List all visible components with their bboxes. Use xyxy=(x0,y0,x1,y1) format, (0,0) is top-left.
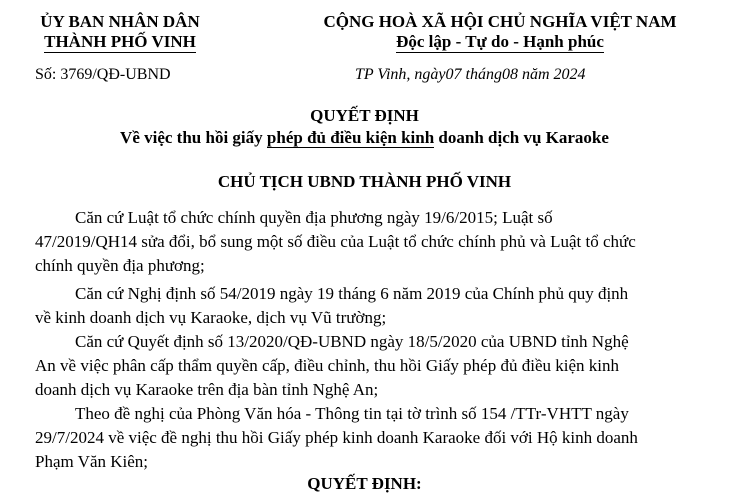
paragraph-line: Theo đề nghị của Phòng Văn hóa - Thông tin tại tờ trình số 154 /TTr-VHTT ngày xyxy=(75,404,629,423)
legal-basis-paragraph-3 xyxy=(35,330,690,402)
subtitle-suffix: doanh dịch vụ Karaoke xyxy=(434,128,609,147)
paragraph-line: 47/2019/QH14 sửa đổi, bổ sung một số điều của Luật tổ chức chính phủ và Luật tổ chức xyxy=(35,232,636,251)
national-motto xyxy=(290,12,710,53)
paragraph-line: Căn cứ Nghị định số 54/2019 ngày 19 tháng 6 năm 2019 của Chính phủ quy định xyxy=(75,284,629,303)
subtitle-underlined: phép đủ điều kiện kinh xyxy=(266,128,435,147)
paragraph-line: chính quyền địa phương; xyxy=(35,256,205,275)
agency-line-1: ỦY BAN NHÂN DÂN xyxy=(40,12,200,31)
decision-heading: QUYẾT ĐỊNH: xyxy=(307,474,422,493)
document-title: QUYẾT ĐỊNH xyxy=(310,106,419,125)
agency-line-2: THÀNH PHỐ VINH xyxy=(44,32,196,51)
legal-basis-paragraph-2 xyxy=(35,282,690,330)
authority-heading: CHỦ TỊCH UBND THÀNH PHỐ VINH xyxy=(217,172,512,191)
paragraph-line: Căn cứ Luật tổ chức chính quyền địa phương ngày 19/6/2015; Luật số xyxy=(75,208,553,227)
place-date: TP Vinh, ngày07 tháng08 năm 2024 xyxy=(355,66,586,83)
nation-line-2: Độc lập - Tự do - Hạnh phúc xyxy=(396,32,604,51)
paragraph-line: An về việc phân cấp thẩm quyền cấp, điều chỉnh, thu hồi Giấy phép đủ điều kiện kinh xyxy=(35,356,619,375)
document-subtitle xyxy=(0,128,729,148)
paragraph-line: về kinh doanh dịch vụ Karaoke, dịch vụ Vũ trường; xyxy=(35,308,387,327)
legal-basis-paragraph-1 xyxy=(35,206,690,278)
paragraph-line: Phạm Văn Kiên; xyxy=(35,452,149,471)
nation-line-1: CỘNG HOÀ XÃ HỘI CHỦ NGHĨA VIỆT NAM xyxy=(323,12,677,31)
paragraph-line: 29/7/2024 về việc đề nghị thu hồi Giấy phép kinh doanh Karaoke đối với Hộ kinh doanh xyxy=(35,428,638,447)
subtitle-prefix: Về việc thu hồi giấy xyxy=(120,128,267,147)
paragraph-line: doanh dịch vụ Karaoke trên địa bàn tỉnh Nghệ An; xyxy=(35,380,379,399)
issuing-agency xyxy=(20,12,220,53)
proposal-paragraph xyxy=(35,402,690,474)
paragraph-line: Căn cứ Quyết định số 13/2020/QĐ-UBND ngày 18/5/2020 của UBND tỉnh Nghệ xyxy=(75,332,629,351)
document-number: Số: 3769/QĐ-UBND xyxy=(35,66,171,83)
